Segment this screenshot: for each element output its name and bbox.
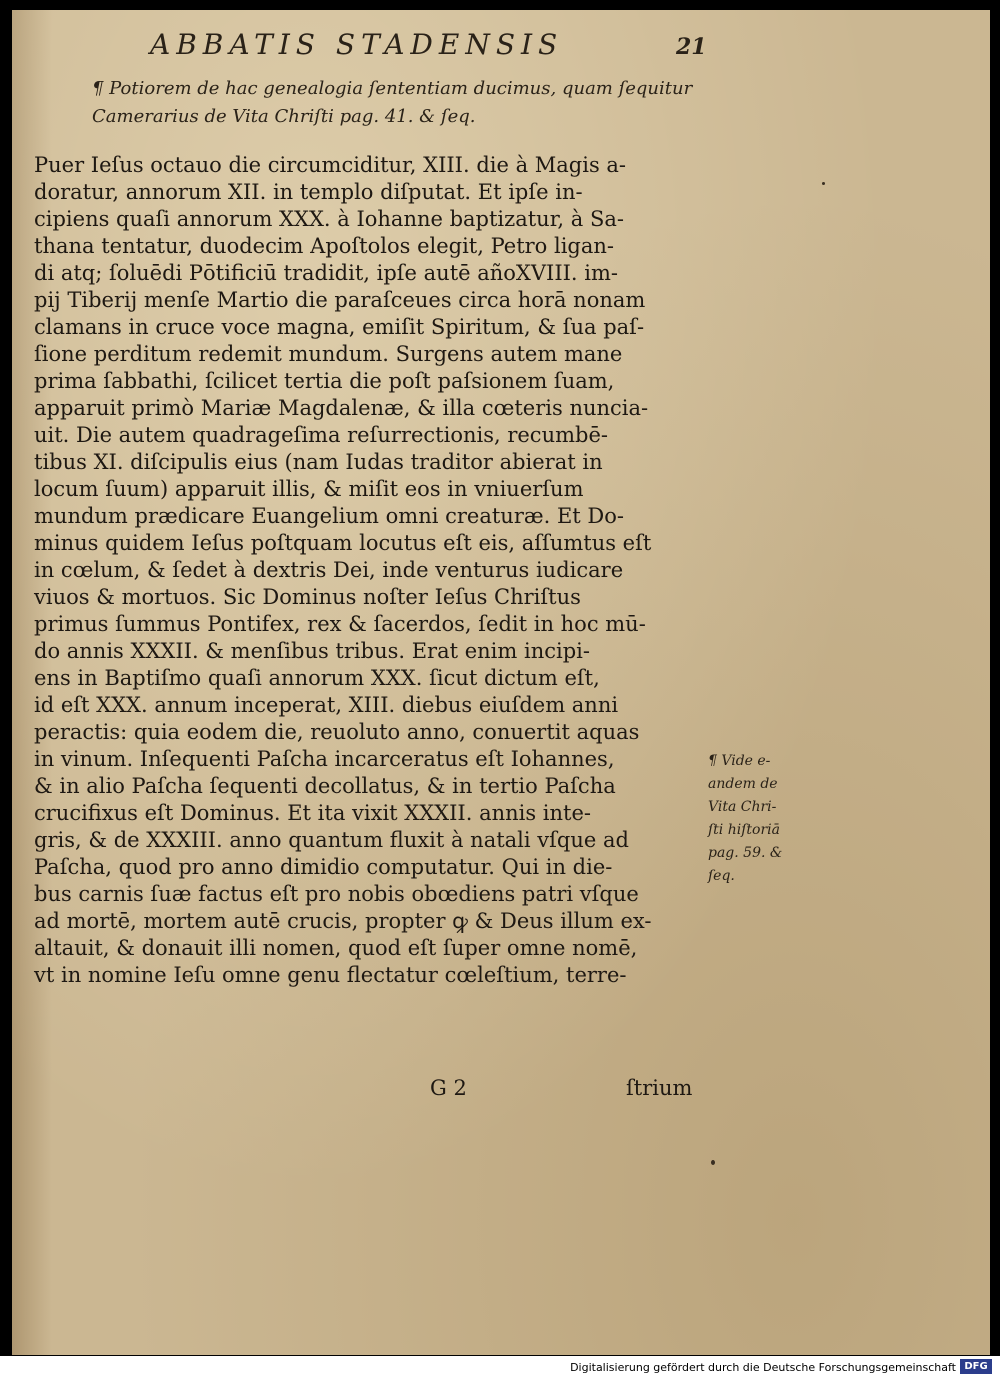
body-line: ad mortē, mortem autē crucis, propter ꝙ & Deus illum ex- [34, 909, 652, 933]
dfg-logo-icon: DFG [960, 1359, 992, 1374]
margin-note-line: ſeq. [708, 868, 735, 884]
body-line: primus ſummus Pontifex, rex & ſacerdos, ſedit in hoc mū- [34, 612, 646, 636]
running-head: ABBATIS STADENSIS [150, 28, 564, 61]
margin-note [708, 750, 818, 888]
body-text [34, 152, 714, 989]
signature-mark: G 2 [430, 1076, 467, 1100]
body-line: ens in Baptiſmo quaſi annorum XXX. ſicut dictum eſt, [34, 666, 600, 690]
body-line: Paſcha, quod pro anno dimidio computatur. Qui in die- [34, 855, 613, 879]
body-line: pij Tiberij menſe Martio die paraſceues circa horā nonam [34, 288, 646, 312]
catchword: ſtrium [626, 1076, 693, 1100]
body-line: clamans in cruce voce magna, emiſit Spiritum, & ſua paſ- [34, 315, 645, 339]
body-line: id eſt XXX. annum inceperat, XIII. diebus eiuſdem anni [34, 693, 619, 717]
body-line: locum ſuum) apparuit illis, & miſit eos in vniuerſum [34, 477, 584, 501]
header-note [92, 75, 732, 131]
body-line: thana tentatur, duodecim Apoſtolos elegit, Petro ligan- [34, 234, 615, 258]
body-line: tibus XI. diſcipulis eius (nam Iudas traditor abierat in [34, 450, 603, 474]
margin-note-line: ¶ Vide e- [708, 753, 771, 769]
body-line: uit. Die autem quadrageſima reſurrectionis, recumbē- [34, 423, 608, 447]
margin-note-line: Vita Chri- [708, 799, 777, 815]
body-line: di atq; ſoluēdi Pōtificiū tradidit, ipſe autē añoXVIII. im- [34, 261, 619, 285]
margin-note-line: ſti hiſtoriā [708, 822, 780, 838]
body-line: bus carnis ſuæ factus eſt pro nobis obœdiens patri vſque [34, 882, 639, 906]
ink-speck [822, 182, 825, 185]
body-line: do annis XXXII. & menſibus tribus. Erat enim incipi- [34, 639, 590, 663]
margin-note-line: pag. 59. & [708, 845, 783, 861]
body-line: gris, & de XXXIII. anno quantum fluxit à natali vſque ad [34, 828, 629, 852]
body-line: viuos & mortuos. Sic Dominus noſter Ieſus Chriſtus [34, 585, 581, 609]
page-number: 21 [676, 34, 707, 60]
body-line: prima ſabbathi, ſcilicet tertia die poſt paſsionem ſuam, [34, 369, 615, 393]
body-line: in cœlum, & ſedet à dextris Dei, inde venturus iudicare [34, 558, 624, 582]
body-line: altauit, & donauit illi nomen, quod eſt ſuper omne nomē, [34, 936, 638, 960]
body-line: doratur, annorum XII. in templo diſputat. Et ipſe in- [34, 180, 583, 204]
footer-credit: Digitalisierung gefördert durch die Deutsche Forschungsgemeinschaft [570, 1361, 956, 1374]
body-line: apparuit primò Mariæ Magdalenæ, & illa cœteris nuncia- [34, 396, 649, 420]
ink-speck [711, 1160, 715, 1165]
body-line: mundum prædicare Euangelium omni creaturæ. Et Do- [34, 504, 624, 528]
header-note-line: ¶ Potiorem de hac genealogia ſententiam ducimus, quam ſequitur [92, 78, 693, 99]
body-line: peractis: quia eodem die, reuoluto anno, conuertit aquas [34, 720, 640, 744]
body-line: ſione perditum redemit mundum. Surgens autem mane [34, 342, 623, 366]
body-line: Puer Ieſus octauo die circumciditur, XIII. die à Magis a- [34, 153, 627, 177]
body-line: crucifixus eſt Dominus. Et ita vixit XXXII. annis inte- [34, 801, 592, 825]
header-note-line: Camerarius de Vita Chriſti pag. 41. & ſeq. [92, 106, 476, 127]
body-line: minus quidem Ieſus poſtquam locutus eſt eis, aſſumtus eſt [34, 531, 652, 555]
body-line: in vinum. Inſequenti Paſcha incarceratus eſt Iohannes, [34, 747, 615, 771]
body-line: vt in nomine Ieſu omne genu flectatur cœleſtium, terre- [34, 963, 627, 987]
margin-note-line: andem de [708, 776, 778, 792]
body-line: cipiens quaſi annorum XXX. à Iohanne baptizatur, à Sa- [34, 207, 624, 231]
body-line: & in alio Paſcha ſequenti decollatus, & in tertio Paſcha [34, 774, 616, 798]
